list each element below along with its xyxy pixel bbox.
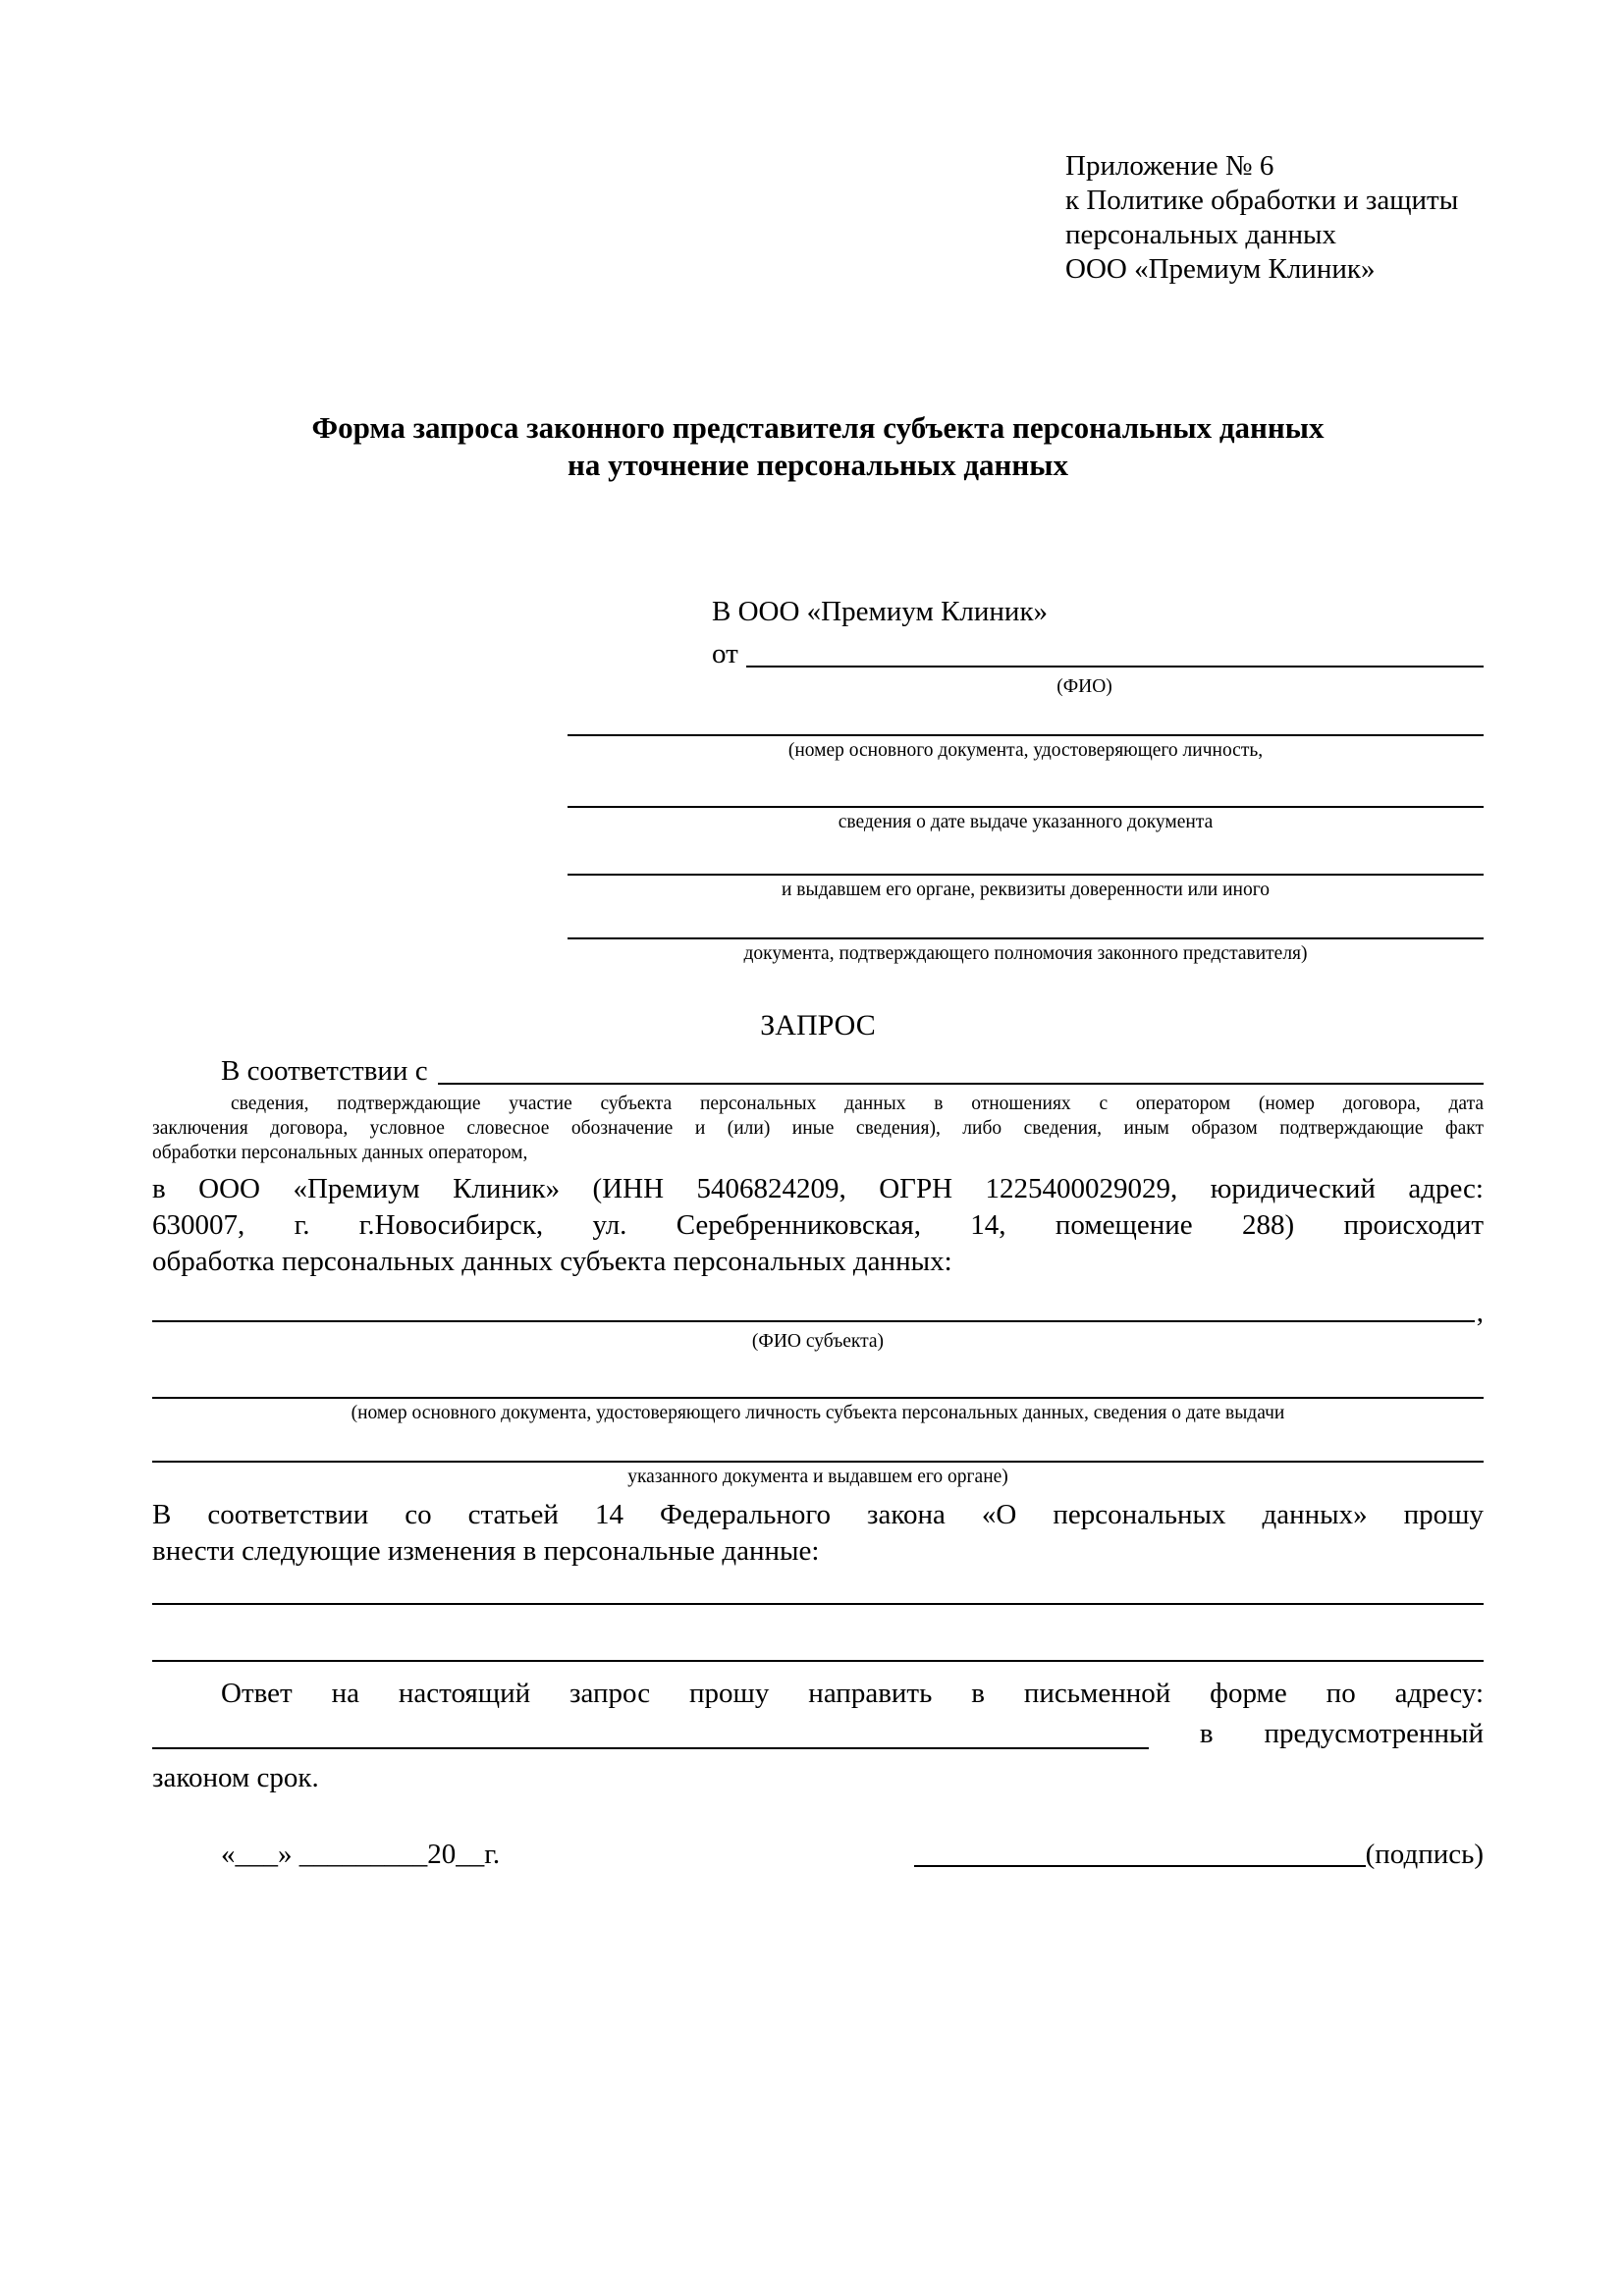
law-paragraph-line: внести следующие изменения в персональные данные: [152,1535,820,1567]
intro-label: В соответствии с [221,1055,428,1087]
operator-paragraph-line: 630007, г. г.Новосибирск, ул. Серебренниковская, 14, помещение 288) происходит [152,1209,1484,1241]
intro-blank-line [438,1083,1484,1085]
intro-caption-line: заключения договора, условное словесное обозначение и (или) иные сведения), либо сведения, иным образом подтверждающие факт [152,1118,1484,1139]
blank-caption: и выдавшем его органе, реквизиты доверенности или иного [781,880,1270,900]
blank-caption: (номер основного документа, удостоверяющего личность, [787,740,1264,761]
blank-line [152,1660,1484,1662]
appendix-header [1065,149,1484,287]
answer-word: в [1199,1718,1214,1749]
subject-fio-blank-line [152,1298,1484,1327]
appendix-header-line: ООО «Премиум Клиник» [1065,253,1376,285]
signature-blank-line [914,1865,1366,1867]
intro-caption [152,1092,1484,1165]
address-blank-line [152,1747,1149,1749]
request-heading: ЗАПРОС [760,1009,876,1041]
subject-doc-caption: (номер основного документа, удостоверяющего личность субъекта персональных данных, сведения о дате выдачи [351,1403,1285,1423]
addressee-from-line [568,635,1484,672]
blank-caption: документа, подтверждающего полномочия законного представителя) [743,943,1308,964]
from-blank-line [746,666,1484,667]
blank-line [568,874,1484,876]
from-label: от [712,638,738,669]
answer-paragraph-line2 [152,1712,1484,1755]
operator-paragraph-line: в ООО «Премиум Клиник» (ИНН 5406824209, ОГРН 1225400029029, юридический адрес: [152,1173,1484,1204]
blank-line [568,937,1484,939]
law-paragraph [152,1497,1484,1570]
form-title-line: Форма запроса законного представителя субъекта персональных данных [311,410,1325,445]
blank-line [152,1461,1484,1463]
intro-caption-line: сведения, подтверждающие участие субъекта персональных данных в отношениях с оператором (номер договора, дата [231,1094,1484,1114]
blank-line [568,734,1484,736]
answer-word: предусмотренный [1264,1718,1484,1749]
blank-line [152,1397,1484,1399]
addressee-to: В ООО «Премиум Клиник» [712,596,1049,627]
signature-row [152,1836,1484,1873]
signature-caption: (подпись) [1365,1839,1484,1870]
blank-caption: сведения о дате выдаче указанного документа [838,812,1214,832]
appendix-header-line: персональных данных [1065,219,1337,250]
intro-caption-line: обработки персональных данных оператором, [152,1143,528,1163]
trailing-comma: , [1476,1297,1484,1328]
subject-doc-caption: указанного документа и выдавшем его органе) [627,1467,1008,1487]
fio-caption: (ФИО) [1056,676,1112,697]
document-content [152,0,1484,1873]
operator-paragraph-line: обработка персональных данных субъекта персональных данных: [152,1246,952,1277]
answer-paragraph-line3: законом срок. [152,1762,319,1793]
intro-line [152,1052,1484,1090]
appendix-header-line: к Политике обработки и защиты [1065,185,1459,216]
blank-line [152,1320,1475,1322]
addressee-block [568,594,1484,966]
subject-fio-caption: (ФИО субъекта) [751,1331,885,1352]
blank-line [568,806,1484,808]
form-title [152,409,1484,484]
operator-paragraph [152,1171,1484,1280]
appendix-header-line: Приложение № 6 [1065,150,1274,182]
signature-block [914,1836,1484,1873]
date-blank: «___» _________20__г. [221,1839,501,1870]
law-paragraph-line: В соответствии со статьей 14 Федерального закона «О персональных данных» прошу [152,1499,1484,1530]
blank-line [152,1603,1484,1605]
answer-paragraph-line1: Ответ на настоящий запрос прошу направить в письменной форме по адресу: [221,1678,1484,1709]
form-title-line: на уточнение персональных данных [568,448,1068,482]
